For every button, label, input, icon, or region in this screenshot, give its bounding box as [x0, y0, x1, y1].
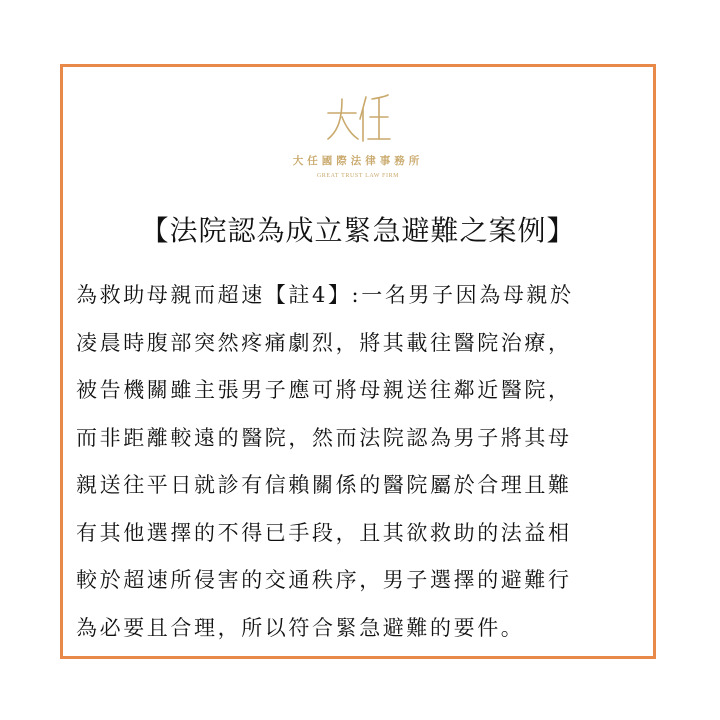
body-line: 被告機關雖主張男子應可將母親送往鄰近醫院，	[76, 378, 572, 402]
firm-name: 大任國際法律事務所	[292, 155, 424, 167]
body-line: 為救助母親而超速【註4】:一名男子因為母親於	[76, 283, 574, 307]
content-card	[60, 64, 656, 659]
firm-name-en: GREAT TRUST LAW FIRM	[316, 173, 400, 179]
body-line: 凌晨時腹部突然疼痛劇烈，將其載往醫院治療，	[76, 330, 572, 355]
body-line: 有其他選擇的不得已手段，且其欲救助的法益相	[76, 520, 572, 545]
body-line: 為必要且合理，所以符合緊急避難的要件。	[76, 615, 525, 640]
body-line: 親送往平日就診有信賴關係的醫院屬於合理且難	[76, 473, 572, 497]
firm-logo	[63, 89, 653, 179]
firm-logo-icon	[322, 89, 394, 145]
body-line: 較於超速所侵害的交通秩序，男子選擇的避難行	[76, 568, 572, 592]
body-line: 而非距離較遠的醫院，然而法院認為男子將其母	[76, 425, 572, 450]
page-title: 【法院認為成立緊急避難之案例】	[140, 214, 576, 247]
body-text	[76, 277, 644, 657]
